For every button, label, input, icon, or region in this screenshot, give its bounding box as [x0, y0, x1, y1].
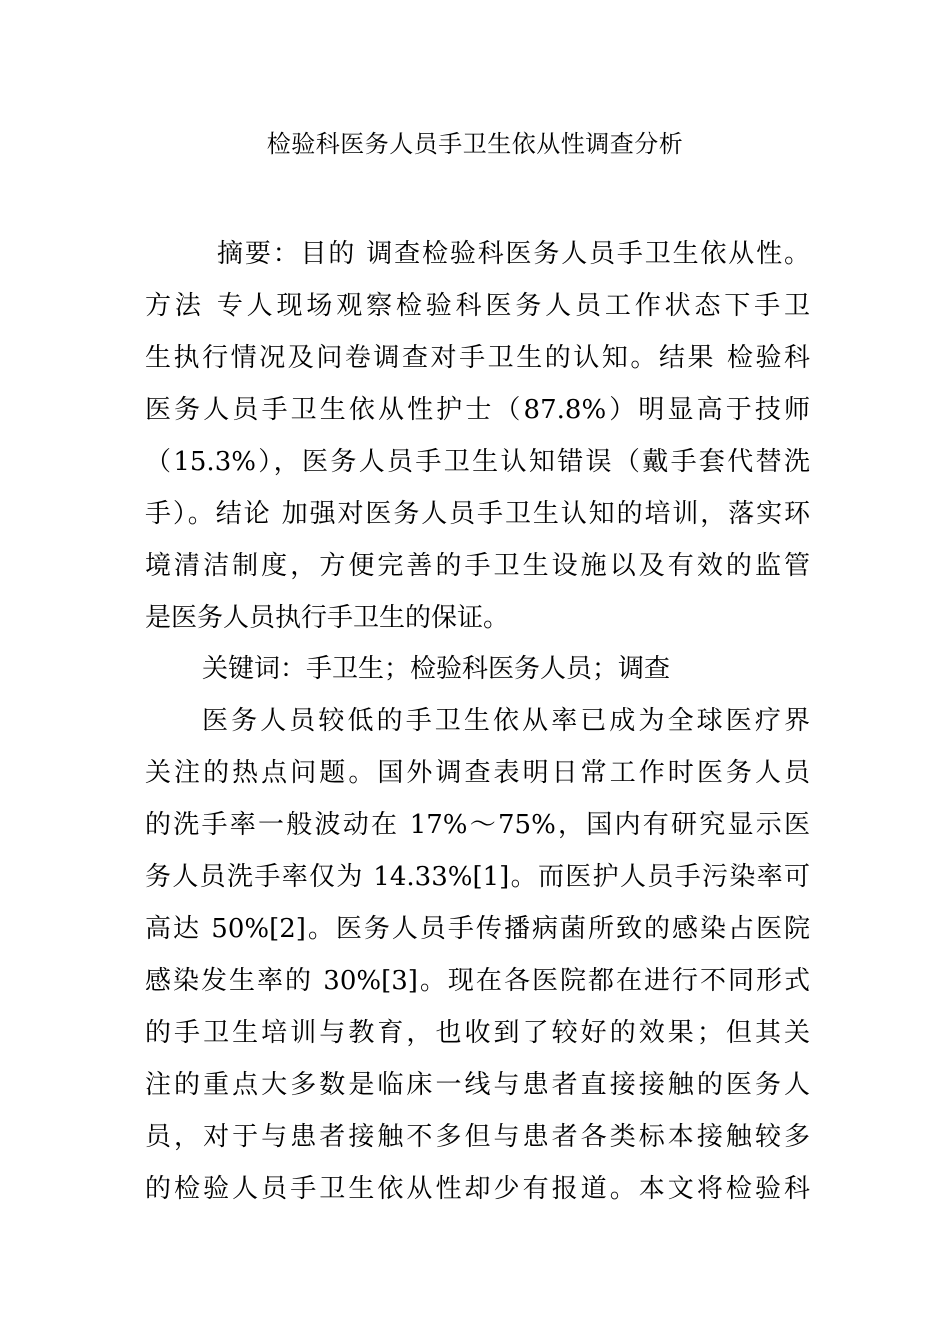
- abstract-line: 境清洁制度，方便完善的手卫生设施以及有效的监管: [145, 551, 810, 581]
- body-line: 的检验人员手卫生依从性却少有报道。本文将检验科: [145, 1174, 810, 1204]
- abstract-line: 是医务人员执行手卫生的保证。: [145, 603, 510, 633]
- body-line: 高达 50%[2]。医务人员手传播病菌所致的感染占医院: [145, 914, 810, 944]
- body-line: 关注的热点问题。国外调查表明日常工作时医务人员: [145, 758, 810, 788]
- keywords-section: [145, 643, 810, 695]
- abstract-line: （15.3%），医务人员手卫生认知错误（戴手套代替洗: [145, 447, 810, 477]
- abstract-section: [145, 228, 810, 644]
- abstract-line: 摘要：目的 调查检验科医务人员手卫生依从性。: [217, 239, 810, 269]
- abstract-line: 手）。结论 加强对医务人员手卫生认知的培训，落实环: [145, 499, 810, 529]
- abstract-line: 医务人员手卫生依从性护士（87.8%）明显高于技师: [145, 395, 810, 425]
- body-line: 感染发生率的 30%[3]。现在各医院都在进行不同形式: [145, 966, 810, 996]
- abstract-line: 方法 专人现场观察检验科医务人员工作状态下手卫: [145, 291, 810, 321]
- keywords-line: 关键词：手卫生；检验科医务人员；调查: [202, 654, 671, 684]
- body-line: 的手卫生培训与教育，也收到了较好的效果；但其关: [145, 1018, 810, 1048]
- body-line: 医务人员较低的手卫生依从率已成为全球医疗界: [202, 706, 810, 736]
- body-line: 的洗手率一般波动在 17%～75%，国内有研究显示医: [145, 810, 810, 840]
- body-line: 注的重点大多数是临床一线与患者直接接触的医务人: [145, 1070, 810, 1100]
- body-section: [145, 695, 810, 1215]
- document-title: 检验科医务人员手卫生依从性调查分析: [266, 130, 684, 158]
- body-line: 务人员洗手率仅为 14.33%[1]。而医护人员手污染率可: [145, 862, 810, 892]
- body-line: 员，对于与患者接触不多但与患者各类标本接触较多: [145, 1122, 810, 1152]
- abstract-line: 生执行情况及问卷调查对手卫生的认知。结果 检验科: [145, 343, 810, 373]
